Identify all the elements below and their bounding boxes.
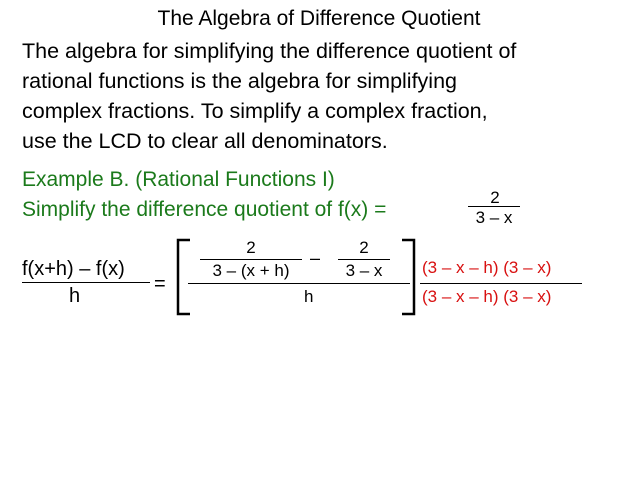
big-denominator: h xyxy=(304,287,314,306)
paragraph-line-3: complex fractions. To simplify a complex fraction, xyxy=(22,99,488,123)
fx-fraction-bar xyxy=(468,206,520,207)
lcd-denominator: (3 – x – h) (3 – x) xyxy=(422,287,552,306)
fx-numerator: 2 xyxy=(490,188,500,207)
dq-denominator: h xyxy=(69,285,81,307)
equals-sign: = xyxy=(154,273,166,295)
paragraph-line-2: rational functions is the algebra for simplifying xyxy=(22,69,457,93)
dq-fraction-bar xyxy=(22,282,150,283)
paragraph-line-1: The algebra for simplifying the difference quotient of xyxy=(22,39,517,63)
lcd-fraction-bar xyxy=(420,283,582,284)
dq-numerator: f(x+h) – f(x) xyxy=(22,258,125,280)
term1-fraction-bar xyxy=(200,259,302,260)
term2-fraction-bar xyxy=(338,259,390,260)
paragraph-line-4: use the LCD to clear all denominators. xyxy=(22,129,388,153)
minus-sign: – xyxy=(310,248,321,268)
lcd-numerator: (3 – x – h) (3 – x) xyxy=(422,258,552,277)
right-bracket xyxy=(398,238,422,316)
term2-numerator: 2 xyxy=(359,238,369,257)
term1-numerator: 2 xyxy=(246,238,256,257)
slide-title: The Algebra of Difference Quotient xyxy=(157,7,481,30)
left-bracket xyxy=(170,238,194,316)
term1-denominator: 3 – (x + h) xyxy=(212,261,290,280)
fx-denominator: 3 – x xyxy=(475,208,513,227)
example-prompt: Simplify the difference quotient of f(x) = xyxy=(22,198,387,221)
big-fraction-bar xyxy=(188,283,410,284)
term2-denominator: 3 – x xyxy=(345,261,383,280)
example-heading: Example B. (Rational Functions I) xyxy=(22,168,335,191)
